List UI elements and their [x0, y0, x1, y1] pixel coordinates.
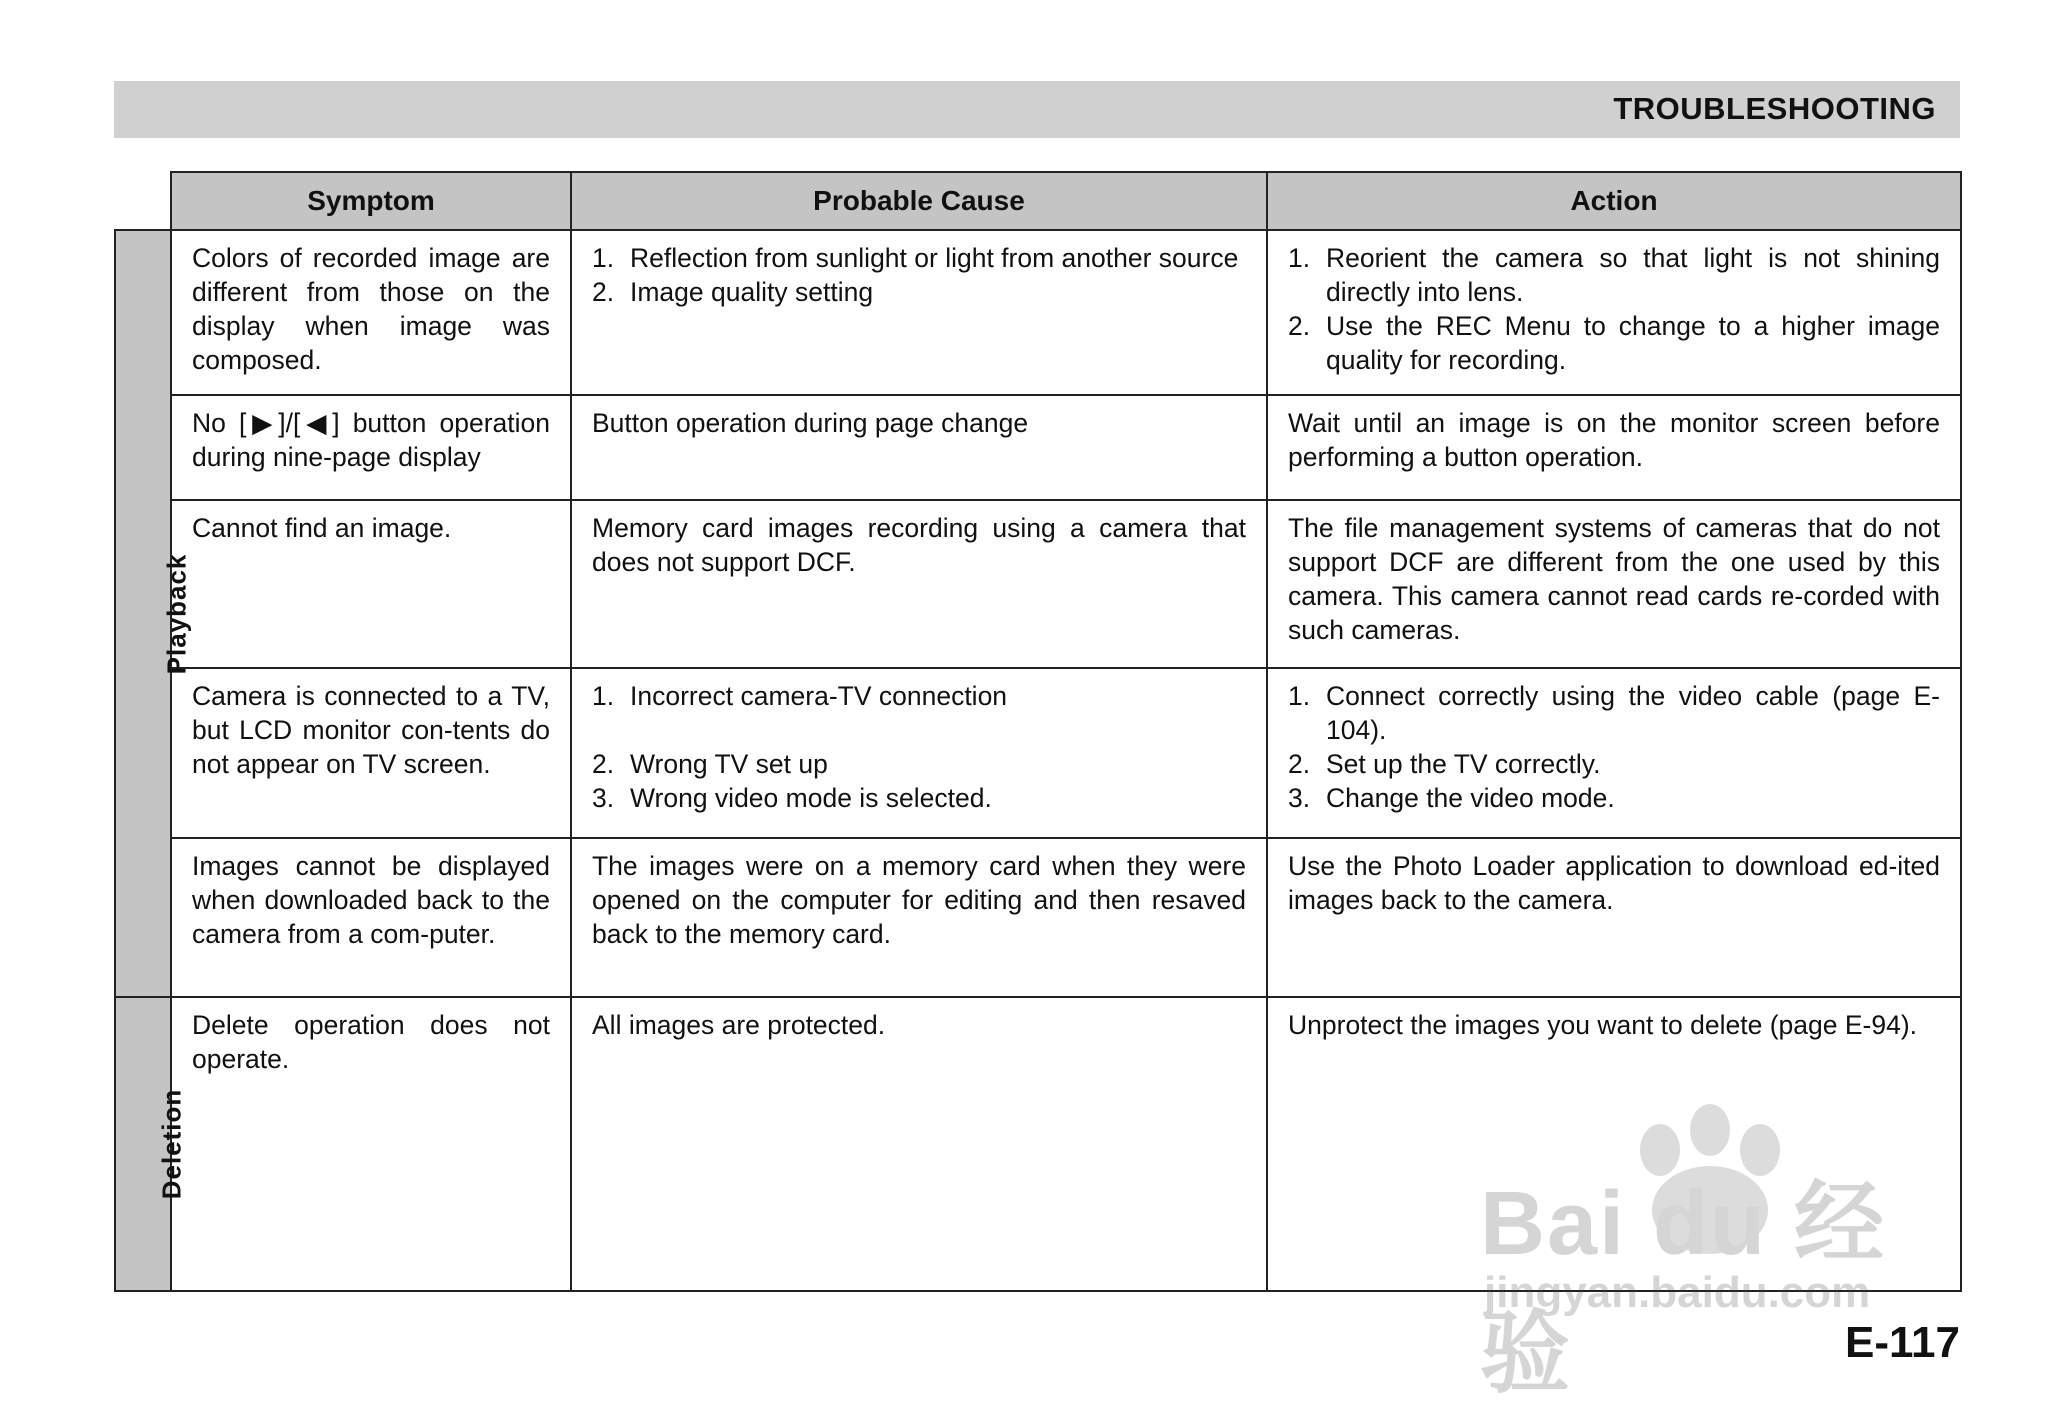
category-playback: [115, 230, 192, 997]
list-item: [592, 781, 1246, 815]
action-cell: The file management systems of cameras that do not support DCF are different from the one used by this camera. This camera cannot read cards re-corded with such cameras.: [1267, 500, 1961, 668]
cause-cell: Button operation during page change: [571, 395, 1267, 500]
action-column-header: Action: [1267, 172, 1961, 230]
table-row: [115, 230, 1961, 395]
table-row: [115, 838, 1961, 997]
list-number: 2.: [1288, 311, 1311, 341]
list-text: Wrong video mode is selected.: [630, 783, 992, 813]
watermark-url: jingyan.baidu.com: [1484, 1268, 1871, 1317]
symptom-column-header: Symptom: [171, 172, 571, 230]
list-text: Use the REC Menu to change to a higher image quality for recording.: [1326, 311, 1940, 375]
category-deletion-label: Deletion: [156, 1088, 187, 1200]
symptom-cell: Cannot find an image.: [171, 500, 571, 668]
action-list: [1288, 679, 1940, 815]
list-text: Reflection from sunlight or light from another source: [630, 243, 1239, 273]
list-item: [1288, 747, 1940, 781]
list-text: Incorrect camera-TV connection: [630, 681, 1008, 711]
table-row: [115, 395, 1961, 500]
list-number: 1.: [1288, 243, 1311, 273]
list-item: [1288, 309, 1940, 377]
symptom-cell: Delete operation does not operate.: [171, 997, 571, 1291]
list-text: Reorient the camera so that light is not shining directly into lens.: [1326, 243, 1940, 307]
action-cell: [1267, 230, 1961, 395]
list-text: Wrong TV set up: [630, 749, 828, 779]
list-number: 2.: [592, 277, 615, 307]
cause-cell: [571, 230, 1267, 395]
list-number: 3.: [1288, 783, 1311, 813]
list-item: [1288, 241, 1940, 309]
cause-cell: [571, 668, 1267, 838]
section-title: TROUBLESHOOTING: [1613, 91, 1936, 126]
cause-list: [592, 679, 1246, 815]
list-number: 1.: [592, 243, 615, 273]
list-item: [592, 747, 1246, 781]
table-row: [115, 668, 1961, 838]
cause-list: [592, 241, 1244, 309]
action-cell: Use the Photo Loader application to download ed-ited images back to the camera.: [1267, 838, 1961, 997]
section-header-bar: [114, 81, 1960, 138]
list-item: [592, 679, 1246, 713]
list-text: Image quality setting: [630, 277, 874, 307]
list-item: [592, 241, 1244, 275]
list-item: [592, 275, 1244, 309]
list-number: 2.: [592, 749, 615, 779]
list-number: 1.: [1288, 681, 1311, 711]
symptom-cell: Colors of recorded image are different from those on the display when image was composed.: [171, 230, 571, 395]
action-cell: Unprotect the images you want to delete (page E-94).: [1267, 997, 1961, 1291]
list-item: [1288, 679, 1940, 747]
list-text: Set up the TV correctly.: [1326, 749, 1601, 779]
cause-cell: The images were on a memory card when they were opened on the computer for editing and then resaved back to the memory card.: [571, 838, 1267, 997]
category-deletion: [115, 997, 187, 1291]
table-row: [115, 500, 1961, 668]
symptom-cell: Camera is connected to a TV, but LCD monitor con-tents do not appear on TV screen.: [171, 668, 571, 838]
cause-cell: All images are protected.: [571, 997, 1267, 1291]
cause-cell: Memory card images recording using a camera that does not support DCF.: [571, 500, 1267, 668]
list-item: [1288, 781, 1940, 815]
cause-column-header: Probable Cause: [571, 172, 1267, 230]
page-number: E-117: [1845, 1318, 1960, 1367]
symptom-cell: No [▶]/[◀] button operation during nine-page display: [171, 395, 571, 500]
list-number: 3.: [592, 783, 615, 813]
list-text: Change the video mode.: [1326, 783, 1615, 813]
list-text: Connect correctly using the video cable (page E-104).: [1326, 681, 1940, 745]
category-playback-label: Playback: [161, 553, 192, 674]
action-list: [1288, 241, 1940, 377]
table-header-row: [115, 172, 1961, 230]
action-cell: [1267, 668, 1961, 838]
list-number: 2.: [1288, 749, 1311, 779]
watermark-brand: Bai du 经验: [1480, 1174, 1887, 1404]
symptom-cell: Images cannot be displayed when downloaded back to the camera from a com-puter.: [171, 838, 571, 997]
list-number: 1.: [592, 681, 615, 711]
category-header-blank: [115, 172, 171, 230]
action-cell: Wait until an image is on the monitor screen before performing a button operation.: [1267, 395, 1961, 500]
